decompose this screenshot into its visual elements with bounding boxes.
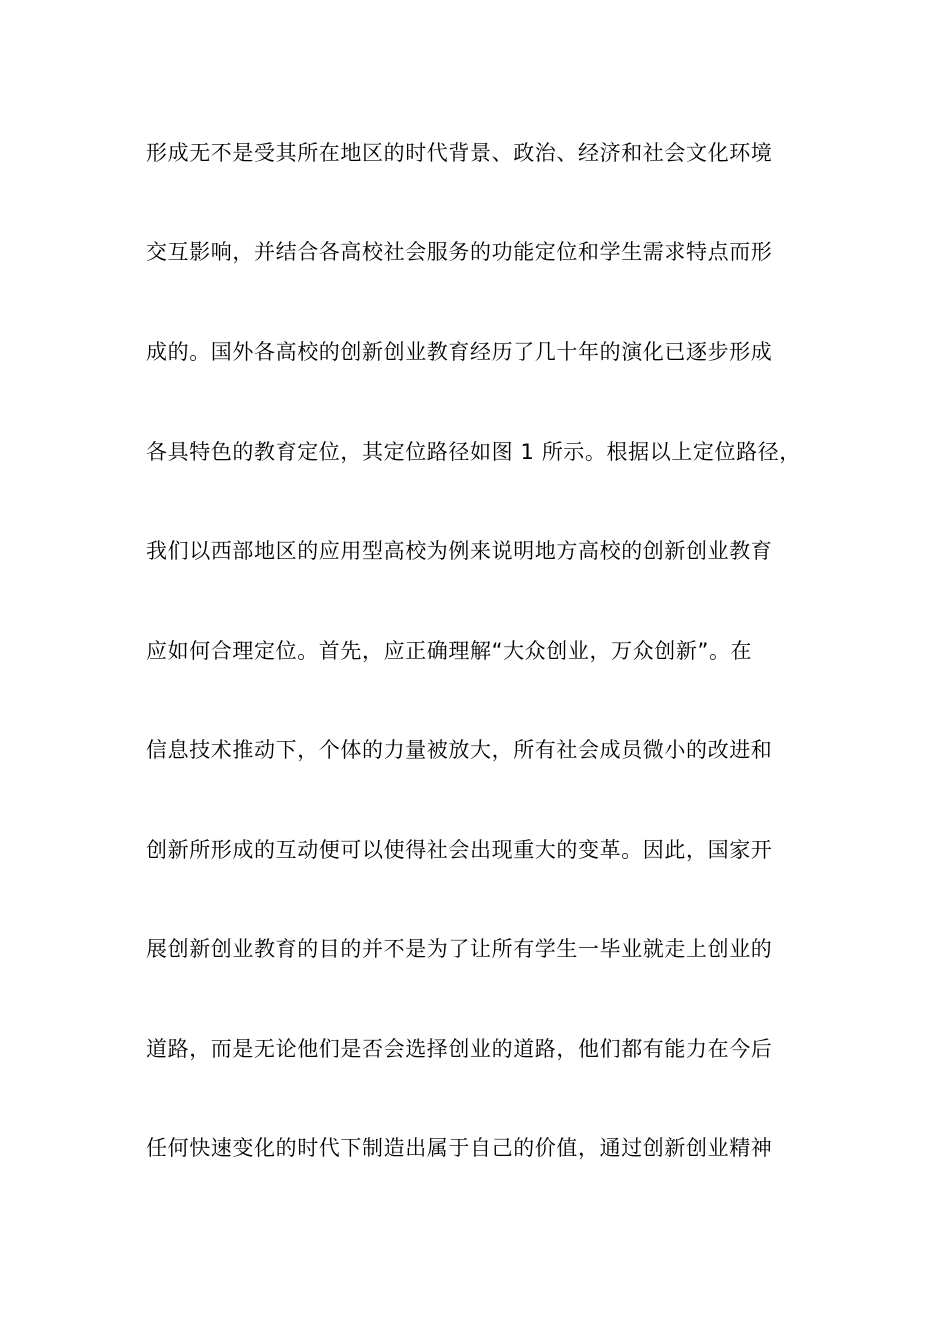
text-line: 各具特色的教育定位，其定位路径如图 1 所示。根据以上定位路径， xyxy=(146,440,801,464)
text-line: 形成无不是受其所在地区的时代背景、政治、经济和社会文化环境 xyxy=(146,141,773,165)
text-line: 应如何合理定位。首先，应正确理解“大众创业，万众创新”。在 xyxy=(146,639,753,663)
text-line: 任何快速变化的时代下制造出属于自己的价值，通过创新创业精神 xyxy=(146,1136,773,1160)
text-line: 交互影响，并结合各高校社会服务的功能定位和学生需求特点而形 xyxy=(146,240,773,264)
text-line: 道路，而是无论他们是否会选择创业的道路，他们都有能力在今后 xyxy=(146,1037,773,1061)
text-line: 展创新创业教育的目的并不是为了让所有学生一毕业就走上创业的 xyxy=(146,937,773,961)
text-line: 成的。国外各高校的创新创业教育经历了几十年的演化已逐步形成 xyxy=(146,340,773,364)
text-line: 我们以西部地区的应用型高校为例来说明地方高校的创新创业教育 xyxy=(146,539,773,563)
text-line: 信息技术推动下，个体的力量被放大，所有社会成员微小的改进和 xyxy=(146,738,773,762)
text-line: 创新所形成的互动便可以使得社会出现重大的变革。因此，国家开 xyxy=(146,838,773,862)
